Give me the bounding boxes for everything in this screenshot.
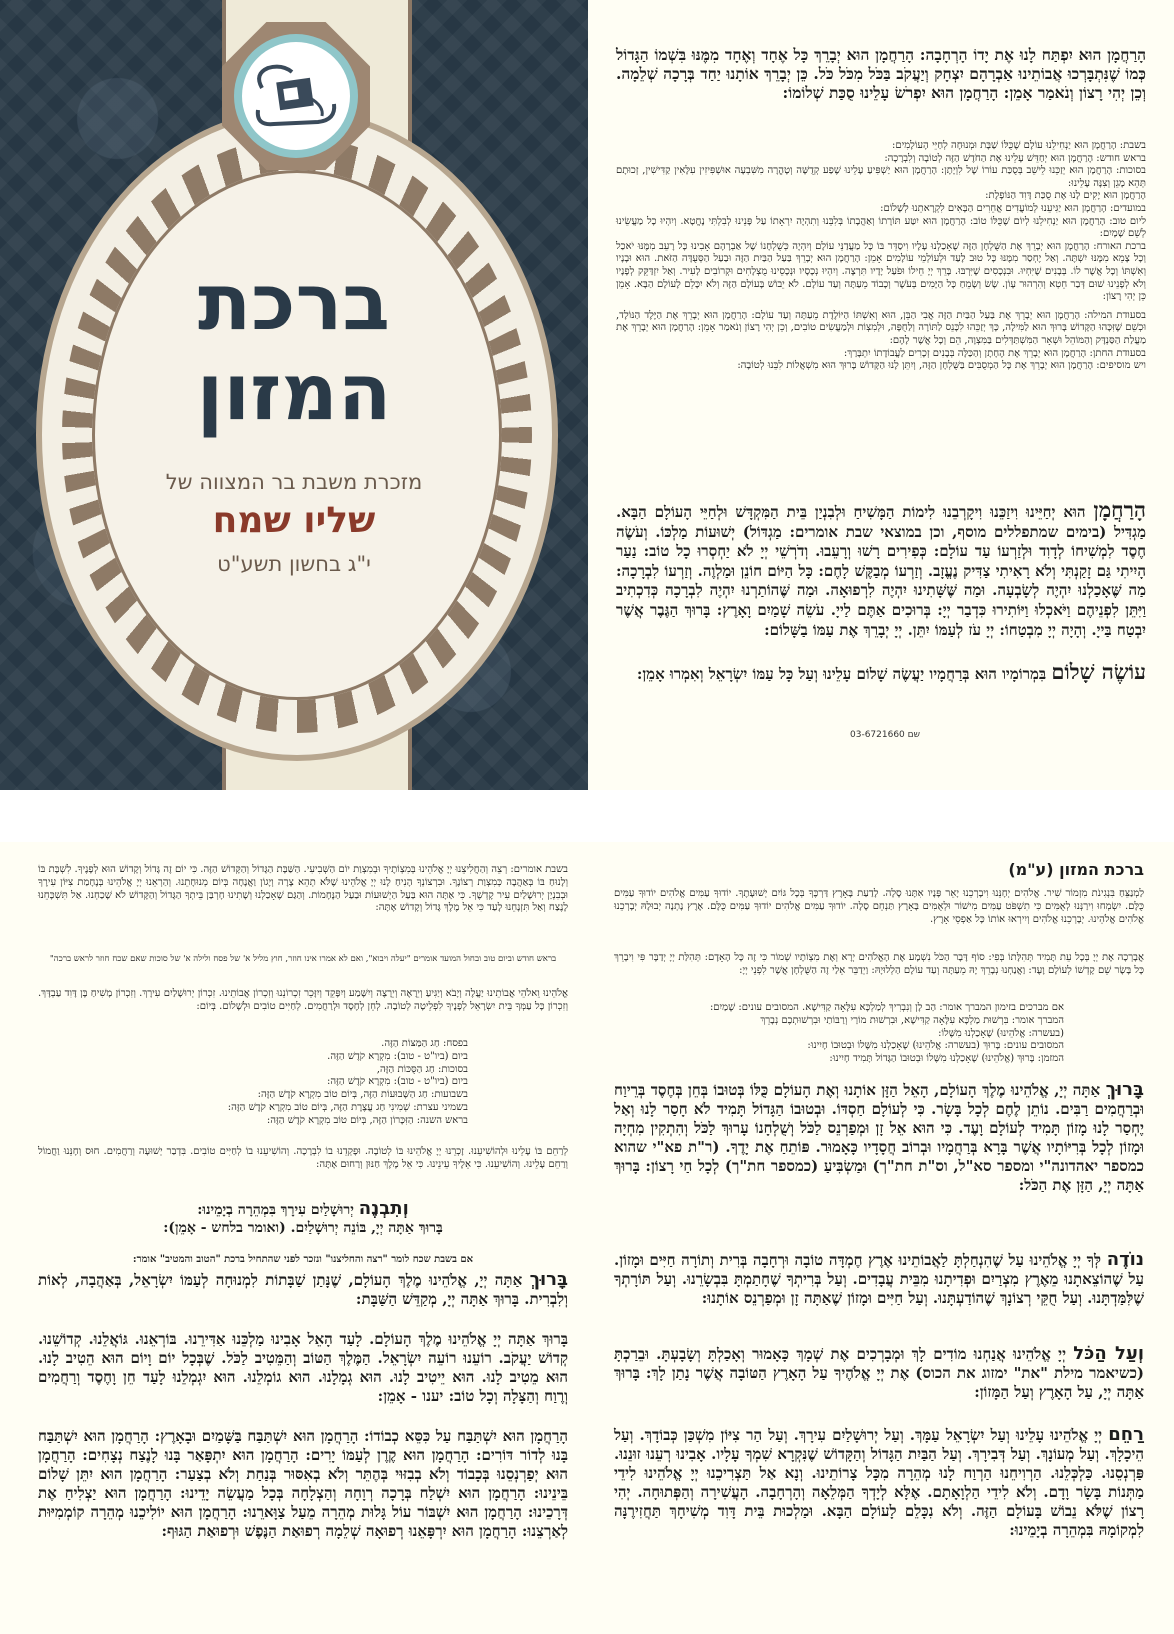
occasion-line: בראש חודש: הָרַחֲמָן הוּא יְחַדֵּשׁ עָלֵינוּ אֶת הַחֹדֶשׁ הַזֶּה לְטוֹבָה וְלִבְרָכָה:: [884, 152, 1146, 164]
lead-word: בָּרוּךְ: [529, 1269, 568, 1290]
holiday-line: בסוכות: חַג הַסֻּכּוֹת הַזֶּה,: [376, 1063, 468, 1075]
baruch-shabbat: [38, 1270, 568, 1309]
cover-title-line2: המזון: [196, 348, 392, 438]
lead-word: רַחֵם: [1108, 1424, 1144, 1445]
avarcha-paragraph: אֲבָרְכָה אֶת יְיָ בְּכָל עֵת תָּמִיד תְּהִלָּתוֹ בְּפִי: סוֹף דָּבָר הַכֹּל נִשְׁמָע אֶת הָאֱלֹהִים יְרָא וְאֶת מִצְוֹתָיו שְׁמוֹר כִּי זֶה כָּל הָאָדָם: תְּהִלַּת יְיָ יְדַבֶּר פִּי וִיבָרֵךְ כָּל בָּשָׂר שֵׁם קָדְשׁוֹ לְעוֹלָם וָעֶד: וַאֲנַחְנוּ נְבָרֵךְ יָהּ מֵעַתָּה וְעַד עוֹלָם הַלְלוּיָהּ: וַיְדַבֵּר אֵלַי זֶה הַשֻּׁלְחָן אֲשֶׁר לִפְנֵי יְיָ:: [614, 952, 1144, 976]
occasion-line: בסעודת המילה: הָרַחֲמָן הוּא יְבָרֵךְ אֶת בַּעַל הַבַּיִת הַזֶּה אֲבִי הַבֵּן, הוּא וְאִשְׁתּוֹ הַיּוֹלֶדֶת מֵעַתָּה וְעַד עוֹלָם: הָרַחֲמָן הוּא יְבָרֵךְ אֶת הַיֶּלֶד הַנּוֹלָד, וּכְשֵׁם שֶׁזִּכָּהוּ הַקָּדוֹשׁ בָּרוּךְ הוּא לַמִּילָה, כָּךְ יְזַכֵּהוּ לִכָּנֵס לַתּוֹרָה וְלַחֻפָּה, וּלְמִצְוֹת וּלְמַעֲשִׂים טוֹבִים, וְכֵן יְהִי רָצוֹן וְנֹאמַר אָמֵן: הָרַחֲמָן הוּא יְבָרֵךְ אֶת מַעֲלַת הַסַּנְדָּק וְהַמּוֹהֵל וּשְׁאָר הַמִּשְׁתַּדְּלִים בַּמִּצְוָה, הֵם וְכָל אֲשֶׁר לָהֶם:: [616, 309, 1146, 346]
holiday-line: ביום (ביו"ט - טוב): מִקְרָא קֹדֶשׁ הַזֶּה.: [327, 1050, 468, 1062]
lerachem-paragraph: לְרַחֵם בּוֹ עָלֵינוּ וּלְהוֹשִׁיעֵנוּ. זָכְרֵנוּ יְיָ אֱלֹהֵינוּ בּוֹ לְטוֹבָה. וּפָקְדֵנוּ בוֹ לִבְרָכָה. וְהוֹשִׁיעֵנוּ בוֹ לְחַיִּים טוֹבִים. בִּדְבַר יְשׁוּעָה וְרַחֲמִים. חוּס וְחָנֵּנוּ וַחֲמוֹל וְרַחֵם עָלֵינוּ. וְהוֹשִׁיעֵנוּ. כִּי אֵלֶיךָ עֵינֵינוּ. כִּי אֵל מֶלֶךְ חַנּוּן וְרַחוּם אָתָּה:: [38, 1146, 568, 1170]
zimun-line: (בעשרה: אֱלֹהֵינוּ) שֶׁאָכַלְנוּ מִשֶּׁלוֹ:: [938, 1027, 1064, 1039]
hatov-vehametiv: בָּרוּךְ אַתָּה יְיָ אֱלֹהֵינוּ מֶלֶךְ הָעוֹלָם. לָעַד הָאֵל אָבִינוּ מַלְכֵּנוּ אַדִּירֵנוּ. בּוֹרְאֵנוּ. גּוֹאֲלֵנוּ. קְדוֹשֵׁנוּ. קְדוֹשׁ יַעֲקֹב. רוֹעֵנוּ רוֹעֵה יִשְׂרָאֵל. הַמֶּלֶךְ הַטּוֹב וְהַמֵּטִיב לַכֹּל. שֶׁבְּכָל יוֹם וָיוֹם הוּא הֵטִיב לָנוּ. הוּא מֵטִיב לָנוּ. הוּא יֵיטִיב לָנוּ. הוּא גְמָלָנוּ. הוּא גוֹמְלֵנוּ. הוּא יִגְמְלֵנוּ לָעַד חֵן וָחֶסֶד וְרַחֲמִים וְרֶוַח וְהַצָּלָה וְכָל טוֹב: יענו - אָמֵן:: [38, 1330, 568, 1405]
oseh-shalom: [616, 659, 1146, 684]
harachaman-paragraph: הָרַחֲמָן הוּא יִפְתַּח לָנוּ אֶת יָדוֹ הָרְחָבָה: הָרַחֲמָן הוּא יְבָרֵךְ כָּל אֶחָד וְאֶחָד מִמֶּנּוּ בִּשְׁמוֹ הַגָּדוֹל כְּמוֹ שֶׁנִּתְבָּרְכוּ אֲבוֹתֵינוּ אַבְרָהָם יִצְחָק וְיַעֲקֹב בַּכֹּל מִכֹּל כֹּל. כֵּן יְבָרֵךְ אוֹתָנוּ יַחַד בְּרָכָה שְׁלֵמָה. וְכֵן יְהִי רָצוֹן וְנֹאמַר אָמֵן: הָרַחֲמָן הוּא יִפְרֹשׂ עָלֵינוּ סֻכַּת שְׁלוֹמוֹ:: [616, 45, 1146, 102]
holiday-inserts: [148, 1038, 468, 1128]
cover-subtitle: מזכרת משבת בר המצווה של: [165, 470, 423, 494]
paragraph-text: אַתָּה יְיָ, אֱלֹהֵינוּ מֶלֶךְ הָעוֹלָם, שֶׁנָּתַן שַׁבָּתוֹת לִמְנוּחָה לְעַמּוֹ יִשְׂרָאֵל, בְּאַהֲבָה, לְאוֹת וְלִבְרִית. בָּרוּךְ אַתָּה יְיָ, מְקַדֵּשׁ הַשַּׁבָּת:: [38, 1271, 568, 1308]
lead-word: הָרַחֲמָן: [1093, 497, 1146, 522]
lead-word: נוֹדֶה: [1106, 1249, 1144, 1270]
harachaman-list: הָרַחֲמָן הוּא יִשְׁתַּבַּח עַל כִּסֵּא כְבוֹדוֹ: הָרַחֲמָן הוּא יִשְׁתַּבַּח בַּשָּׁמַיִם וּבָאָרֶץ: הָרַחֲמָן הוּא יִשְׁתַּבַּח בָּנוּ לְדוֹר דּוֹרִים: הָרַחֲמָן הוּא קֶרֶן לְעַמּוֹ יָרִים: הָרַחֲמָן הוּא יִתְפָּאַר בָּנוּ לָנֶצַח נְצָחִים: הָרַחֲמָן הוּא יְפַרְנְסֵנוּ בְּכָבוֹד וְלֹא בְבִזּוּי בְּהֶתֵּר וְלֹא בְאִסּוּר בְּנַחַת וְלֹא בְצַעַר: הָרַחֲמָן הוּא יִתֵּן שָׁלוֹם בֵּינֵינוּ: הָרַחֲמָן הוּא יִשְׁלַח בְּרָכָה רְוָחָה וְהַצְלָחָה בְּכָל מַעֲשֵׂה יָדֵינוּ: הָרַחֲמָן הוּא יַצְלִיחַ אֶת דְּרָכֵינוּ: הָרַחֲמָן הוּא יִשְׁבּוֹר עוֹל גָּלוּת מְהֵרָה מֵעַל צַוָּארֵנוּ: הָרַחֲמָן הוּא יוֹלִיכֵנוּ מְהֵרָה קוֹמְמִיּוּת לְאַרְצֵנוּ: הָרַחֲמָן הוּא יִרְפָּאֵנוּ רְפוּאָה שְׁלֵמָה רְפוּאַת הַנֶּפֶשׁ וּרְפוּאַת הַגּוּף:: [38, 1427, 568, 1540]
occasion-line: ויש מוסיפים: הָרַחֲמָן הוּא יְבָרֵךְ אֶת כָּל הַמְסֻבִּים בַּשֻּׁלְחָן הַזֶּה, וְיִתֵּן לָנוּ הַקָּדוֹשׁ בָּרוּךְ הוּא מִשְׁאֲלוֹת לִבֵּנוּ לְטוֹבָה:: [737, 360, 1146, 372]
lamnatzeach-psalm: לַמְנַצֵּחַ בִּנְגִינֹת מִזְמוֹר שִׁיר. אֱלֹהִים יְחָנֵּנוּ וִיבָרְכֵנוּ יָאֵר פָּנָיו אִתָּנוּ סֶלָה. לָדַעַת בָּאָרֶץ דַּרְכֶּךָ בְּכָל גּוֹיִם יְשׁוּעָתֶךָ. יוֹדוּךָ עַמִּים אֱלֹהִים יוֹדוּךָ עַמִּים כֻּלָּם. יִשְׂמְחוּ וִירַנְּנוּ לְאֻמִּים כִּי תִשְׁפֹּט עַמִּים מִישׁוֹר וּלְאֻמִּים בָּאָרֶץ תַּנְחֵם סֶלָה. יוֹדוּךָ עַמִּים אֱלֹהִים יוֹדוּךָ עַמִּים כֻּלָּם. אֶרֶץ נָתְנָה יְבוּלָהּ יְבָרְכֵנוּ אֱלֹהִים אֱלֹהֵינוּ. יְבָרְכֵנוּ אֱלֹהִים וְיִירְאוּ אוֹתוֹ כָּל אַפְסֵי אָרֶץ.: [614, 888, 1144, 925]
cover-date: י"ג בחשון תשע"ט: [217, 552, 371, 576]
zimun-line: אם מברכים בזימון המברך אומר: הַב לָן וְנִבְרִיךְ לְמַלְכָּא עִלָּאָה קַדִּישָׁא. המסובים עונים: שָׁמַיִם:: [709, 1002, 1064, 1013]
shabbat-note: אם בשבת שכח לומר "רצה והחליצנו" ונזכר לפני שהתחיל ברכת "הטוב והמטיב" אומר:: [132, 1254, 474, 1265]
page-bottom-left: [0, 842, 588, 1634]
page-harachaman: [588, 0, 1174, 790]
zimun-line: המזמן: בָּרוּךְ (אֱלֹהֵינוּ) שֶׁאָכַלְנוּ מִשֶּׁלוֹ וּבְטוּבוֹ הַגָּדוֹל תָּמִיד חָיִינוּ:: [829, 1053, 1064, 1065]
veal-hakol: [614, 1344, 1144, 1402]
node-lecha: [614, 1250, 1144, 1308]
paragraph-text: לְּךָ יְיָ אֱלֹהֵינוּ עַל שֶׁהִנְחַלְתָּ לַאֲבוֹתֵינוּ אֶרֶץ חֶמְדָּה טוֹבָה וּרְחָבָה בְּרִית וְתוֹרָה חַיִּים וּמָזוֹן. עַל שֶׁהוֹצֵאתָנוּ מֵאֶרֶץ מִצְרַיִם וּפְדִיתָנוּ מִבֵּית עֲבָדִים. וְעַל בְּרִיתְךָ שֶׁחָתַמְתָּ בִּבְשָׂרֵנוּ. וְעַל תּוֹרָתְךָ שֶׁלִּמַּדְתָּנוּ. וְעַל חֻקֵּי רְצוֹנָךְ שֶׁהוֹדַעְתָּנוּ. וְעַל חַיִּים וּמָזוֹן שֶׁאַתָּה זָן וּמְפַרְנֵס אוֹתָנוּ:: [614, 1251, 1144, 1307]
hazan-et-hakol: [614, 1080, 1144, 1195]
rachem: [614, 1425, 1144, 1540]
cover-title-line1: ברכת: [198, 258, 390, 348]
lead-word: וְתִבְנֶה: [358, 1198, 409, 1219]
lead-word: וְעַל הַכֹּל: [1073, 1343, 1144, 1364]
holiday-line: בשמיני עצרת: שְׁמִינִי חַג עֲצֶרֶת הַזֶּה, בְּיוֹם טוֹב מִקְרָא קֹדֶשׁ הַזֶּה:: [227, 1101, 468, 1113]
paragraph-text: יְרוּשָׁלַיִם עִירָךְ בִּמְהֵרָה בְיָמֵינוּ:: [197, 1202, 354, 1218]
page-title: ברכת המזון (ע"מ): [1008, 860, 1144, 879]
top-spread: [0, 0, 1174, 790]
special-occasions-list: [616, 140, 1146, 373]
zimun-line: המסובים עונים: בָּרוּךְ (בעשרה: אֱלֹהֵינוּ) שֶׁאָכַלְנוּ מִשֶּׁלוֹ וּבְטוּבוֹ חָיִינוּ:: [807, 1040, 1064, 1052]
occasion-line: הָרַחֲמָן הוּא יָקִים לָנוּ אֶת סֻכַּת דָּוִד הַנּוֹפָלֶת:: [985, 190, 1146, 202]
occasion-line: בסוכות: הָרַחֲמָן הוּא יְזַכֵּנוּ לֵישֵׁב בְּסֻכַּת עוֹרוֹ שֶׁל לִוְיָתָן: הָרַחֲמָן הוּא יַשְׁפִּיעַ עָלֵינוּ שֶׁפַע קְדֻשָּׁה וְטָהֳרָה מִשִּׁבְעָה אוּשְׁפִּיזִין עִלָּאִין קַדִּישִׁין, זְכוּתָם תְּהֵא מָגֵן וְצִנָּה עָלֵינוּ:: [616, 165, 1146, 189]
occasion-line: ליום טוב: הָרַחֲמָן הוּא יַנְחִילֵנוּ לְיוֹם שֶׁכֻּלּוֹ טוֹב: הָרַחֲמָן הוּא יִטַּע תּוֹרָתוֹ וְאַהֲבָתוֹ בְּלִבֵּנוּ וְתִהְיֶה יִרְאָתוֹ עַל פָּנֵינוּ לְבִלְתִּי נֶחֱטָא. וְיִהְיוּ כָל מַעֲשֵׂינוּ לְשֵׁם שָׁמָיִם:: [616, 215, 1146, 240]
bracha-close: בָּרוּךְ אַתָּה יְיָ, בּוֹנֵה יְרוּשָׁלַיִם. (ואומר בלחש - אָמֵן):: [163, 1220, 443, 1236]
zimun-section: [614, 1002, 1064, 1066]
cover-name: שליו שמח: [212, 500, 376, 541]
holiday-line: בשבועות: חַג הַשָּׁבוּעוֹת הַזֶּה, בְּיוֹם טוֹב מִקְרָא קֹדֶשׁ הַזֶּה:: [257, 1089, 468, 1101]
occasion-line: בשבת: הָרַחֲמָן הוּא יַנְחִילֵנוּ עוֹלָם שֶׁכֻּלּוֹ שַׁבָּת וּמְנוּחָה לְחַיֵּי הָעוֹלָמִים:: [891, 140, 1146, 151]
retzeh-paragraph: בשבת אומרים: רְצֵה וְהַחֲלִיצֵנוּ יְיָ אֱלֹהֵינוּ בְּמִצְוֹתֶיךָ וּבְמִצְוַת יוֹם הַשְּׁבִיעִי. הַשַּׁבָּת הַגָּדוֹל וְהַקָּדוֹשׁ הַזֶּה. כִּי יוֹם זֶה גָּדוֹל וְקָדוֹשׁ הוּא לְפָנֶיךָ. לִשְׁבָּת בּוֹ וְלָנוּחַ בּוֹ בְּאַהֲבָה כְּמִצְוַת רְצוֹנֶךָ. וּבִרְצוֹנְךָ הָנִיחַ לָנוּ יְיָ אֱלֹהֵינוּ שֶׁלֹּא תְהֵא צָרָה וְיָגוֹן וַאֲנָחָה בְּיוֹם מְנוּחָתֵנוּ. וְהַרְאֵנוּ יְיָ אֱלֹהֵינוּ בְּנֶחָמַת צִיּוֹן עִירֶךָ וּבְבִנְיַן יְרוּשָׁלַיִם עִיר קָדְשֶׁךָ. כִּי אַתָּה הוּא בַּעַל הַיְשׁוּעוֹת וּבַעַל הַנֶּחָמוֹת. וְהַגַּם שֶׁאָכַלְנוּ וְשָׁתִינוּ חָרְבַּן בֵּיתְךָ הַגָּדוֹל וְהַקָּדוֹשׁ לֹא שָׁכַחְנוּ. אַל תִּשְׁכָּחֵנוּ לָנֶצַח וְאַל תִּזְנָחֵנוּ לָעַד כִּי אֵל מֶלֶךְ גָּדוֹל וְקָדוֹשׁ אָתָּה:: [38, 864, 568, 914]
cover-page: [0, 0, 588, 790]
lead-word: בָּרוּךְ: [1105, 1079, 1144, 1100]
harachaman-yechayenu: [616, 497, 1146, 640]
page-bottom-right: [588, 842, 1174, 1634]
paragraph-text: בִּמְרוֹמָיו הוּא בְּרַחֲמָיו יַעֲשֶׂה שָׁלוֹם עָלֵינוּ וְעַל כָּל עַמּוֹ יִשְׂרָאֵל וְאִמְרוּ אָמֵן:: [636, 665, 1047, 683]
holiday-line: ביום (ביו"ט - טוב): מִקְרָא קֹדֶשׁ הַזֶּה:: [326, 1076, 468, 1088]
tefillin-emblem-icon: [222, 22, 370, 170]
printer-logo: שם 03-6721660: [850, 730, 921, 740]
occasion-line: ברכת האורח: הָרַחֲמָן הוּא יְבָרֵךְ אֶת הַשֻּׁלְחָן הַזֶּה שֶׁאָכַלְנוּ עָלָיו וִיסַדֵּר בּוֹ כָּל מַעֲדַנֵּי עוֹלָם וְיִהְיֶה כְּשֻׁלְחָנוֹ שֶׁל אַבְרָהָם אָבִינוּ כָּל רָעֵב מִמֶּנּוּ יֹאכַל וְכָל צָמֵא מִמֶּנּוּ יִשְׁתֶּה. וְאַל יֶחְסַר מִמֶּנּוּ כָּל טוּב לָעַד וּלְעוֹלְמֵי עוֹלָמִים אָמֵן: הָרַחֲמָן הוּא יְבָרֵךְ בַּעַל הַבַּיִת הַזֶּה וּבַעַל הַסְּעֻדָּה הַזֹּאת. הוּא וּבָנָיו וְאִשְׁתּוֹ וְכָל אֲשֶׁר לוֹ. בְּבָנִים שֶׁיִּחְיוּ. וּבִנְכָסִים שֶׁיִּרְבּוּ. בָּרֵךְ יְיָ חֵילוֹ וּפֹעַל יָדָיו תִּרְצֶה. וְיִהְיוּ נְכָסָיו וּנְכָסֵינוּ מֻצְלָחִים וּקְרוֹבִים לָעִיר. וְאַל יִזְדַּקֵּק לְפָנָיו וְלֹא לְפָנֵינוּ שׁוּם דְּבַר חֵטְא וְהִרְהוּר עָוֹן. שָׂשׂ וְשָׂמֵחַ כָּל הַיָּמִים בְּעֹשֶׁר וְכָבוֹד מֵעַתָּה וְעַד עוֹלָם. לֹא יֵבוֹשׁ בָּעוֹלָם הַזֶּה וְלֹא יִכָּלֵם לָעוֹלָם הַבָּא. אָמֵן כֵּן יְהִי רָצוֹן:: [616, 240, 1146, 303]
paragraph-text: יְיָ אֱלֹהֵינוּ עָלֵינוּ וְעַל יִשְׂרָאֵל עַמָּךְ. וְעַל יְרוּשָׁלַיִם עִירָךְ. וְעַל הַר צִיּוֹן מִשְׁכַּן כְּבוֹדָךְ. וְעַל הֵיכָלָךְ. וְעַל מְעוֹנָךְ. וְעַל דְּבִירָךְ. וְעַל הַבַּיִת הַגָּדוֹל וְהַקָּדוֹשׁ שֶׁנִּקְרָא שִׁמְךָ עָלָיו. אָבִינוּ רְעֵנוּ זוּנֵנוּ. פַּרְנְסֵנוּ. כַּלְכְּלֵנוּ. הַרְוִיחֵנוּ הַרְוַח לָנוּ מְהֵרָה מִכָּל צָרוֹתֵינוּ. וְנָא אַל תַּצְרִיכֵנוּ יְיָ אֱלֹהֵינוּ לִידֵי מַתְּנוֹת בָּשָׂר וָדָם. וְלֹא לִידֵי הַלְוָאָתָם. אֶלָּא לְיָדְךָ הַמְּלֵאָה וְהָרְחָבָה. הָעֲשִׁירָה וְהַפְּתוּחָה. יְהִי רָצוֹן שֶׁלֹּא נֵבוֹשׁ בָּעוֹלָם הַזֶּה. וְלֹא נִכָּלֵם לָעוֹלָם הַבָּא. וּמַלְכוּת בֵּית דָּוִד מְשִׁיחָךְ תַּחֲזִירֶנָּה לִמְקוֹמָהּ בִּמְהֵרָה בְיָמֵינוּ:: [614, 1426, 1144, 1539]
holiday-line: בפסח: חַג הַמַּצּוֹת הַזֶּה.: [381, 1038, 468, 1049]
zimun-line: המברך אומר: בִּרְשׁוּת מַלְכָּא עִלָּאָה קַדִּישָׁא, וּבִרְשׁוּת מוֹרַי וְרַבּוֹתַי וּבִרְשׁוּתְכֶם נְבָרֵךְ: [760, 1014, 1064, 1026]
yaale-veyavo: אֱלֹהֵינוּ וֵאלֹהֵי אֲבוֹתֵינוּ יַעֲלֶה וְיָבֹא וְיַגִּיעַ וְיֵרָאֶה וְיֵרָצֶה וְיִשָּׁמַע וְיִפָּקֵד וְיִזָּכֵר זִכְרוֹנֵנוּ וְזִכְרוֹן אֲבוֹתֵינוּ. זִכְרוֹן יְרוּשָׁלַיִם עִירָךְ. וְזִכְרוֹן מָשִׁיחַ בֶּן דָּוִד עַבְדָּךְ. וְזִכְרוֹן כָּל עַמְּךָ בֵּית יִשְׂרָאֵל לְפָנֶיךָ לִפְלֵיטָה לְטוֹבָה. לְחֵן לְחֶסֶד וּלְרַחֲמִים. לְחַיִּים טוֹבִים וּלְשָׁלוֹם. בְּיוֹם:: [38, 988, 568, 1012]
holiday-line: בראש השנה: הַזִּכָּרוֹן הַזֶּה, בְּיוֹם טוֹב מִקְרָא קֹדֶשׁ הַזֶּה:: [266, 1114, 468, 1126]
occasion-line: בסעודת החתן: הָרַחֲמָן הוּא יְבָרֵךְ אֶת הֶחָתָן וְהַכַּלָּה בְּבָנִים זְכָרִים לַעֲבוֹדָתוֹ יִתְבָּרַךְ:: [843, 347, 1146, 359]
lead-word: עוֹשֶׂה שָׁלוֹם: [1051, 659, 1146, 684]
paragraph-text: אַתָּה יְיָ, אֱלֹהֵינוּ מֶלֶךְ הָעוֹלָם, הָאֵל הַזָּן אוֹתָנוּ וְאֶת הָעוֹלָם כֻּלּוֹ בְּטוּבוֹ בְּחֵן בְּחֶסֶד בְּרֵיוַח וּבְרַחֲמִים רַבִּים. נוֹתֵן לֶחֶם לְכָל בָּשָׂר. כִּי לְעוֹלָם חַסְדּוֹ. וּבְטוּבוֹ הַגָּדוֹל תָּמִיד לֹא חָסַר לָנוּ וְאַל יֶחְסַר לָנוּ מָזוֹן תָּמִיד לְעוֹלָם וָעֶד. כִּי הוּא אֵל זָן וּמְפַרְנֵס לַכֹּל וְשֻׁלְחָנוֹ עָרוּךְ לַכֹּל וְהִתְקִין מִחְיָה וּמָזוֹן לְכָל בְּרִיּוֹתָיו אֲשֶׁר בָּרָא בְּרַחֲמָיו וּבְרוֹב חֲסָדָיו כָּאָמוּר. פּוֹתֵחַ אֶת יָדֶךָ. (ר"ת פא"י שהוא כמספר יאהדונה"י ומספר סא"ל, וס"ת חת"ך) וּמַשְׂבִּיעַ (כמספר חת"ך) לְכָל חַי רָצוֹן: בָּרוּךְ אַתָּה יְיָ, הַזָּן אֶת הַכֹּל:: [614, 1081, 1144, 1194]
uvne-yerushalayim: [38, 1200, 568, 1237]
occasion-line: במועדים: הָרַחֲמָן הוּא יַגִּיעֵנוּ לְמוֹעֲדִים אֲחֵרִים הַבָּאִים לִקְרָאתֵנוּ לְשָׁלוֹם:: [880, 202, 1146, 214]
paragraph-text: הוּא יְחַיֵּינוּ וִיזַכֵּנוּ וִיקָרְבֵנוּ לִימוֹת הַמָּשִׁיחַ וּלְבִנְיַן בֵּית הַמִּקְדָּשׁ וּלְחַיֵּי הָעוֹלָם הַבָּא. מַגְדִּיל (בימים שמתפללים מוסף, וכן במוצאי שבת אומרים: מַגְדּוֹל) יְשׁוּעוֹת מַלְכּוֹ. וְעֹשֶׂה חֶסֶד לִמְשִׁיחוֹ לְדָוִד וּלְזַרְעוֹ עַד עוֹלָם: כְּפִירִים רָשׁוּ וְרָעֵבוּ. וְדֹרְשֵׁי יְיָ לֹא יַחְסְרוּ כָל טוֹב: נַעַר הָיִיתִי גַּם זָקַנְתִּי וְלֹא רָאִיתִי צַדִּיק נֶעֱזָב. וְזַרְעוֹ מְבַקֶּשׁ לָחֶם: כָּל הַיּוֹם חוֹנֵן וּמַלְוֶה. וְזַרְעוֹ לִבְרָכָה: מַה שֶּׁאָכַלְנוּ יִהְיֶה לְשָׂבְעָה. וּמַה שֶּׁשָּׁתִינוּ יִהְיֶה לִרְפוּאָה. וּמַה שֶּׁהוֹתַרְנוּ יִהְיֶה לִבְרָכָה כְּדִכְתִיב וַיִּתֵּן לִפְנֵיהֶם וַיֹּאכְלוּ וַיּוֹתִירוּ כִּדְבַר יְיָ: בְּרוּכִים אַתֶּם לַייָ. עֹשֵׂה שָׁמַיִם וָאָרֶץ: בָּרוּךְ הַגֶּבֶר אֲשֶׁר יִבְטַח בַּייָ. וְהָיָה יְיָ מִבְטַחוֹ: יְיָ עֹז לְעַמּוֹ יִתֵּן. יְיָ יְבָרֵךְ אֶת עַמּוֹ בַשָּׁלוֹם:: [616, 503, 1146, 639]
paragraph-text: יְיָ אֱלֹהֵינוּ אֲנַחְנוּ מוֹדִים לָךְ וּמְבָרְכִים אֶת שְׁמָךְ כָּאָמוּר וְאָכַלְתָּ וְשָׂבָעְתָּ. וּבֵרַכְתָּ (כשיאמר מילת "את" ימזוג את הכוס) אֶת יְיָ אֱלֹהֶיךָ עַל הָאָרֶץ הַטּוֹבָה אֲשֶׁר נָתַן לָךְ: בָּרוּךְ אַתָּה יְיָ, עַל הָאָרֶץ וְעַל הַמָּזוֹן:: [614, 1345, 1144, 1401]
yaale-note: בראש חודש וביום טוב ובחול המועד אומרים "יעלה ויבוא", ואם לא אמרו אינו חוזר, חוץ מליל א' של פסח ולילה א' של סוכות שאם שכח חוזר לראש ברכה": [49, 954, 557, 964]
